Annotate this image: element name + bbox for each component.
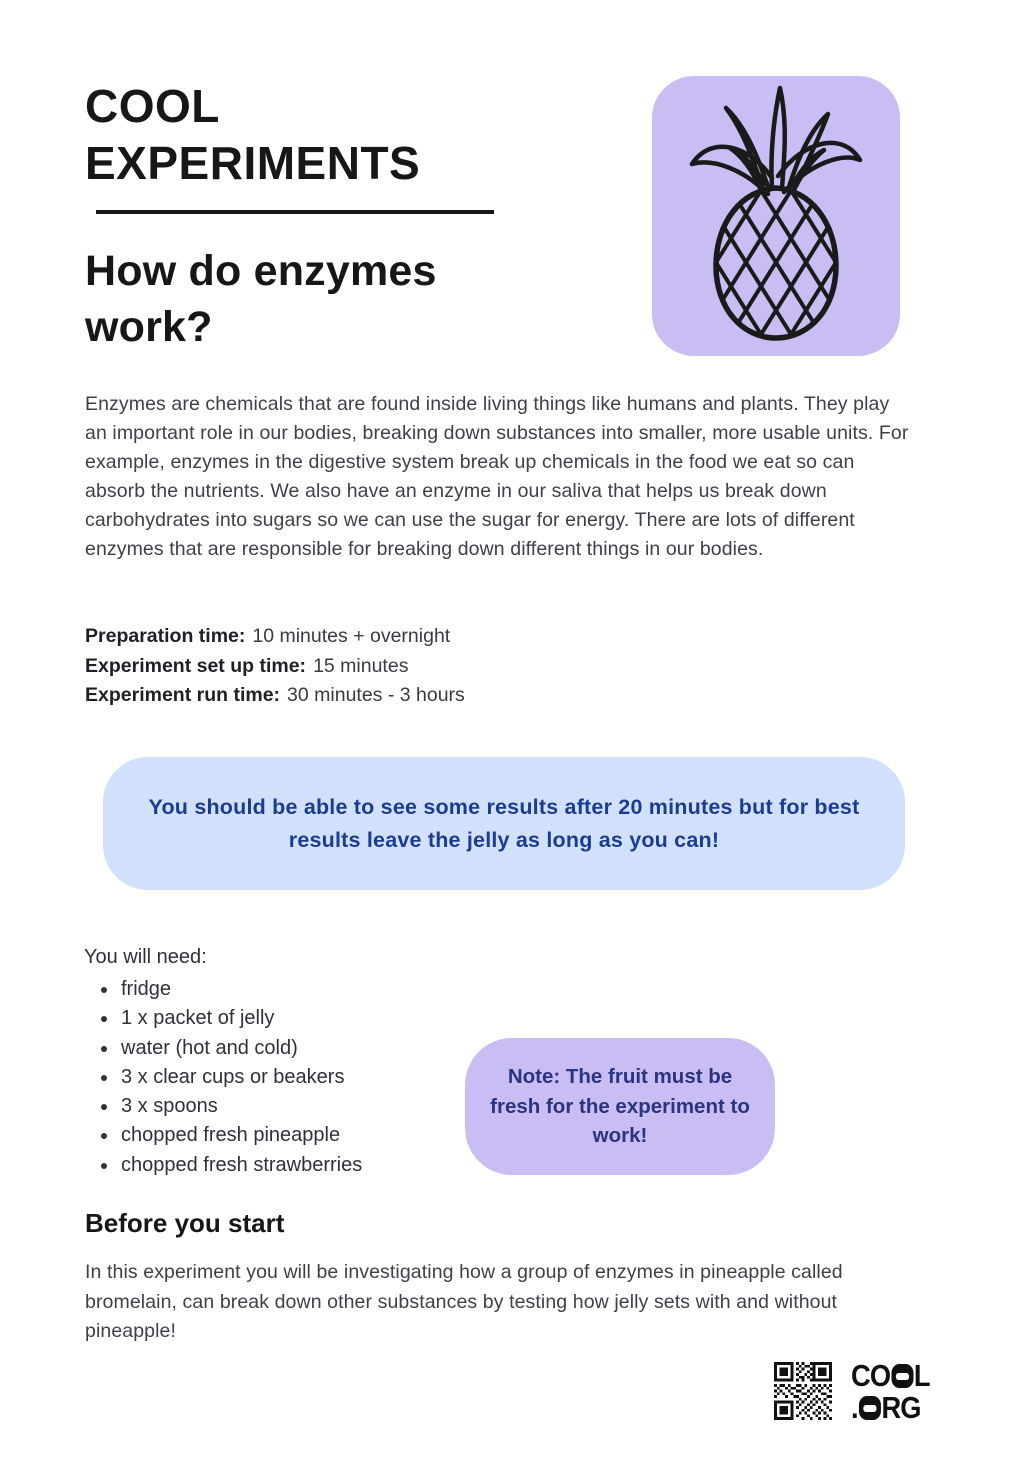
list-item: 1 x packet of jelly [85, 1004, 465, 1033]
setup-time-row [85, 652, 465, 682]
results-callout-text: You should be able to see some results after 20 minutes but for best results leave the jelly as long as you can! [148, 794, 860, 852]
list-item: fridge [85, 975, 465, 1004]
logo-text: L [913, 1357, 930, 1393]
list-item: chopped fresh strawberries [85, 1151, 465, 1180]
qr-code-icon [774, 1362, 832, 1420]
qr-code [774, 1362, 832, 1420]
list-item: chopped fresh pineapple [85, 1121, 465, 1150]
results-callout [103, 757, 905, 890]
run-time-label: Experiment run time: [85, 684, 281, 706]
preparation-time-label: Preparation time: [85, 625, 246, 647]
times-block [85, 622, 465, 711]
list-item: 3 x clear cups or beakers [85, 1063, 465, 1092]
logo-text: . [851, 1389, 858, 1425]
barred-o-icon [859, 1396, 881, 1420]
cool-org-logo [851, 1356, 930, 1425]
page-title [85, 243, 437, 355]
page-title-line2: work? [85, 303, 213, 351]
barred-o-icon [891, 1364, 913, 1388]
note-callout-text: Note: The fruit must be fresh for the experiment to work! [490, 1065, 750, 1148]
logo-line-cool [851, 1356, 930, 1393]
title-divider [96, 210, 494, 214]
before-you-start-heading: Before you start [85, 1208, 285, 1238]
logo-line-org [851, 1388, 930, 1425]
preparation-time-value: 10 minutes + overnight [252, 625, 451, 647]
preparation-time-row [85, 622, 465, 652]
note-callout [465, 1038, 775, 1175]
you-will-need-heading: You will need: [84, 946, 207, 968]
setup-time-label: Experiment set up time: [85, 654, 307, 677]
setup-time-value: 15 minutes [313, 654, 409, 677]
brand-title-line1: COOL [85, 80, 220, 132]
brand-title-line2: EXPERIMENTS [85, 137, 421, 189]
pineapple-icon [652, 76, 900, 356]
pineapple-panel [652, 76, 900, 356]
list-item: water (hot and cold) [85, 1034, 465, 1063]
logo-text: RG [881, 1389, 921, 1425]
logo-text: CO [851, 1357, 891, 1393]
run-time-row [85, 681, 465, 711]
page-title-line1: How do enzymes [85, 247, 437, 295]
you-will-need-list [85, 975, 465, 1180]
before-you-start-paragraph: In this experiment you will be investigating how a group of enzymes in pineapple called bromelain, can break down other substances by testing how jelly sets with and without pineapple! [85, 1261, 843, 1342]
intro-paragraph: Enzymes are chemicals that are found inside living things like humans and plants. They play an important role in our bodies, breaking down substances into smaller, more usable units. For example, enzymes in the digestive system break up chemicals in the food we eat so can absorb the nutrients. We also have an enzyme in our saliva that helps us break down carbohydrates into sugars so we can use the sugar for energy. There are lots of different enzymes that are responsible for breaking down different things in our bodies. [85, 393, 909, 560]
list-item: 3 x spoons [85, 1092, 465, 1121]
brand-title [85, 78, 420, 192]
run-time-value: 30 minutes - 3 hours [287, 684, 465, 706]
